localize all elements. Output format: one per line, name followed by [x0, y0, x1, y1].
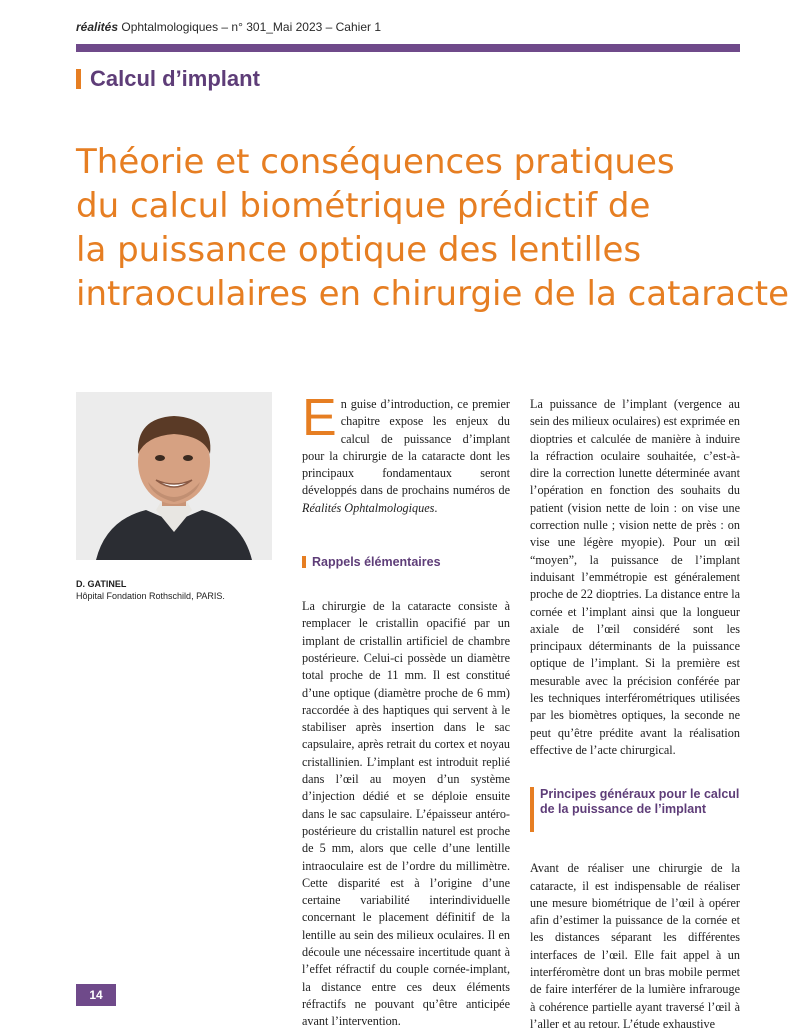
- running-header: [76, 20, 381, 34]
- author-block: [76, 578, 276, 602]
- drop-cap: E: [302, 389, 337, 447]
- body-paragraph: La chirurgie de la cataracte consiste à remplacer le cristallin opacifié par un implant de cristallin artificiel de chambre postérieure. Celui-ci possède un diamètre total proche de 11 mm. Il est constitué d’une optique (diamètre proche de 6 mm) raccordée à des haptiques qui servent à le stabiliser après insertion dans le sac capsulaire, après retrait du cortex et noyau cristallinien. L’implant est introduit replié dans l’œil au moyen d’un système d’injection dédié et se déploie ensuite dans le sac capsulaire. L’épaisseur antéro-postérieure du cristallin naturel est proche de 5 mm, alors que celle d’une lentille intraoculaire est de l’ordre du millimètre. Cette disparité est à l’origine d’une certaine variabilité interindividuelle concernant le placement définitif de la lentille au sein des milieux oculaires. Il en découle une nécessaire incertitude quant à l’effet réfractif du couple cornée-implant, la distance entre ces deux éléments réfractifs ne pouvant qu’être anticipée avant l’intervention.: [302, 599, 510, 1029]
- page-number: 14: [76, 984, 116, 1006]
- title-line: la puissance optique des lentilles: [76, 230, 642, 270]
- title-line: du calcul biométrique prédictif de: [76, 186, 651, 226]
- body-paragraph: La puissance de l’implant (vergence au sein des milieux oculaires) est exprimée en dioptries et calculée de manière à induire la réfraction oculaire souhaitée, c’est-à-dire la correction lunette déterminée avant l’opération en fonction des souhaits du patient (vision nette de loin : on vise une correction nulle ; vision nette de près : on vise une légère myopie). Pour un œil “moyen”, la puissance de l’implant induisant l’emmétropie est généralement proche de 22 dioptries. La distance entre la cornée et l’implant ainsi que la longueur axiale de l’œil considéré sont les principaux déterminants de la puissance optique de l’implant. Si la première est mesurable avec la précision conférée par les techniques interférométriques utilisées par les biomètres optiques, la seconde ne peut qu’être prédite avant la réalisation effective de l’acte chirurgical.: [530, 397, 740, 757]
- subheading-marker: [530, 787, 534, 832]
- author-photo: [76, 392, 272, 560]
- body-paragraph: Avant de réaliser une chirurgie de la cataracte, il est indispensable de réaliser une mesure biométrique de l’œil à opérer afin d’estimer la puissance de la cornée et les distances séparant les différentes interfaces de l’œil. Elle fait appel à un interféromètre dont un bras mobile permet de faire interférer de la lumière infrarouge à cohérence partielle ayant traversé l’œil à l’aller et au retour. L’étude exhaustive: [530, 861, 740, 1031]
- header-rule: [76, 44, 740, 52]
- author-portrait-illustration: [76, 392, 272, 560]
- intro-end: .: [434, 500, 438, 515]
- column-right: [530, 396, 740, 1033]
- title-line: intraoculaires en chirurgie de la cataracte: [76, 274, 790, 314]
- author-name: D. GATINEL: [76, 579, 127, 589]
- journal-brand: réalités: [76, 20, 119, 34]
- subheading-text: Principes généraux pour le calcul de la puissance de l’implant: [540, 787, 740, 817]
- subheading-marker: [302, 556, 306, 568]
- title-line: Théorie et conséquences pratiques: [76, 142, 675, 182]
- article-title: [76, 140, 790, 316]
- section-tag-marker: [76, 69, 81, 89]
- issue-info: Ophtalmologiques – n° 301_Mai 2023 – Cahier 1: [118, 20, 381, 34]
- intro-text: n guise d’introduction, ce premier chapitre expose les enjeux du calcul de puissance d’implant pour la chirurgie de la cataracte dont les principaux fondamentaux seront développés dans de prochains numéros de: [302, 397, 510, 498]
- section-tag: [76, 66, 260, 92]
- intro-paragraph: [302, 389, 510, 517]
- section-tag-label: Calcul d’implant: [90, 66, 260, 91]
- column-left: [302, 389, 510, 1031]
- subheading-text: Rappels élémentaires: [312, 555, 441, 570]
- subheading-rappels: [302, 555, 510, 570]
- journal-name: Réalités Ophtalmologiques: [302, 500, 435, 515]
- subheading-principes: [530, 787, 740, 832]
- author-affiliation: Hôpital Fondation Rothschild, PARIS.: [76, 591, 225, 601]
